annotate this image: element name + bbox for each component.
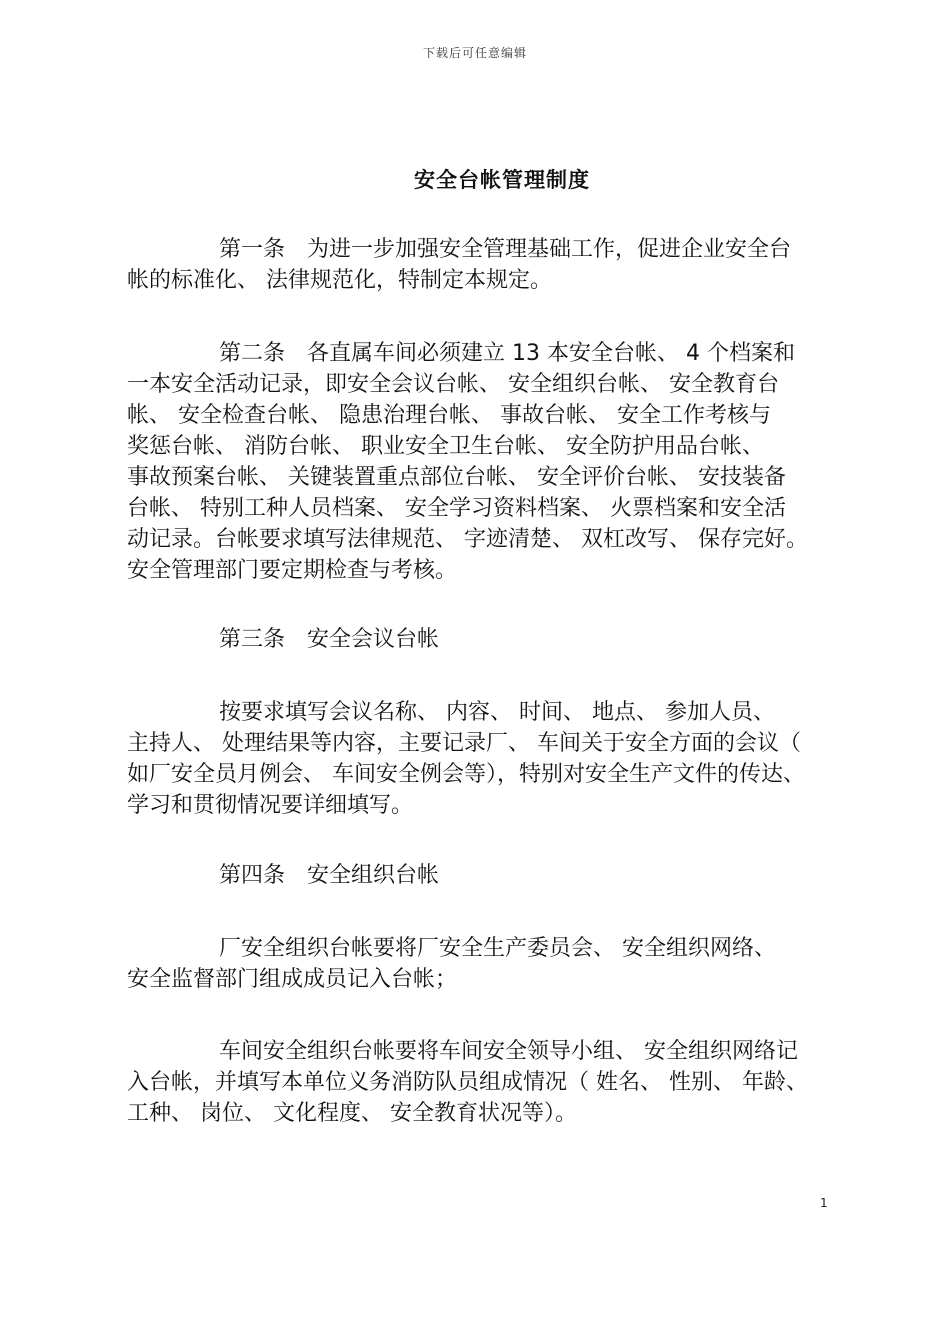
paragraph-line: 一本安全活动记录，即安全会议台帐、 安全组织台帐、 安全教育台 — [127, 372, 779, 397]
paragraph-line: 厂安全组织台帐要将厂安全生产委员会、 安全组织网络、 — [219, 936, 776, 961]
paragraph-line: 安全管理部门要定期检查与考核。 — [127, 558, 458, 583]
paragraph-line: 按要求填写会议名称、 内容、 时间、 地点、 参加人员、 — [219, 700, 775, 725]
paragraph-line: 入台帐，并填写本单位义务消防队员组成情况（ 姓名、 性别、 年龄、 — [127, 1070, 808, 1095]
paragraph-line: 事故预案台帐、 关键装置重点部位台帐、 安全评价台帐、 安技装备 — [127, 465, 786, 490]
article-3-paragraph — [127, 697, 849, 821]
article-1-paragraph — [127, 234, 849, 296]
article-3-heading — [127, 624, 849, 655]
page-number: 1 — [820, 1196, 828, 1210]
paragraph-line: 帐的标准化、 法律规范化，特制定本规定。 — [127, 268, 552, 293]
article-4-paragraph-2 — [127, 1036, 849, 1129]
section-heading: 第四条 安全组织台帐 — [219, 863, 440, 888]
paragraph-line: 安全监督部门组成成员记入台帐； — [127, 967, 458, 992]
document-title: 安全台帐管理制度 — [414, 168, 590, 192]
header-note: 下载后可任意编辑 — [422, 46, 527, 60]
article-4-paragraph-1 — [127, 933, 849, 995]
paragraph-line: 台帐、 特别工种人员档案、 安全学习资料档案、 火票档案和安全活 — [127, 496, 786, 521]
paragraph-line: 第一条 为进一步加强安全管理基础工作，促进企业安全台 — [219, 237, 792, 262]
paragraph-line: 第二条 各直属车间必须建立 13 本安全台帐、 4 个档案和 — [219, 341, 795, 366]
paragraph-line: 如厂安全员月例会、 车间安全例会等），特别对安全生产文件的传达、 — [127, 762, 805, 787]
paragraph-line: 车间安全组织台帐要将车间安全领导小组、 安全组织网络记 — [219, 1039, 798, 1064]
section-heading: 第三条 安全会议台帐 — [219, 627, 440, 652]
paragraph-line: 动记录。台帐要求填写法律规范、 字迹清楚、 双杠改写、 保存完好。 — [127, 527, 808, 552]
paragraph-line: 工种、 岗位、 文化程度、 安全教育状况等）。 — [127, 1101, 577, 1126]
article-2-paragraph — [127, 338, 849, 586]
paragraph-line: 主持人、 处理结果等内容，主要记录厂、 车间关于安全方面的会议（ — [127, 731, 801, 756]
article-4-heading — [127, 860, 849, 891]
paragraph-line: 奖惩台帐、 消防台帐、 职业安全卫生台帐、 安全防护用品台帐、 — [127, 434, 764, 459]
paragraph-line: 学习和贯彻情况要详细填写。 — [127, 793, 414, 818]
paragraph-line: 帐、 安全检查台帐、 隐患治理台帐、 事故台帐、 安全工作考核与 — [127, 403, 771, 428]
